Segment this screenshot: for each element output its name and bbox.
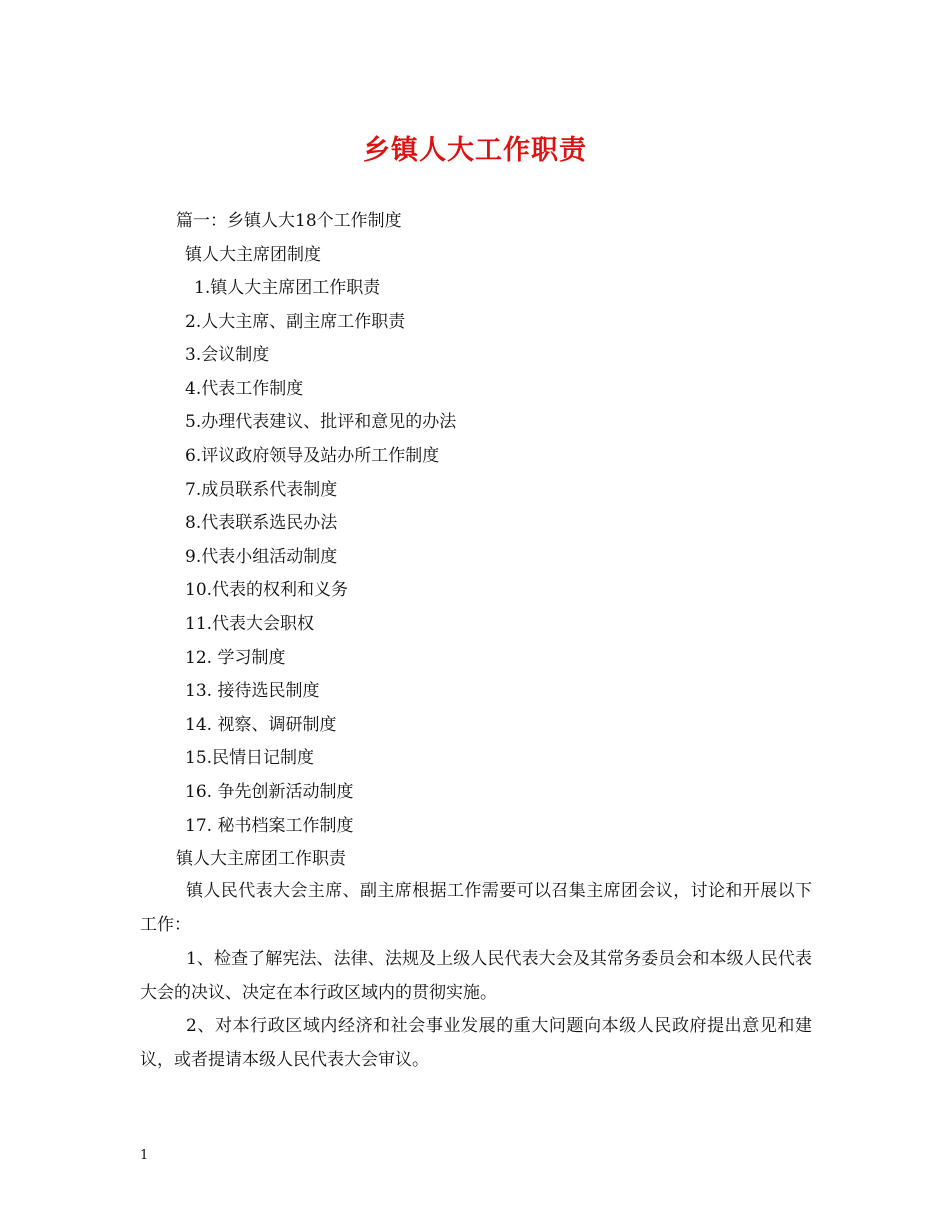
section-heading: 镇人大主席团制度 <box>185 245 321 265</box>
toc-item: 2.人大主席、副主席工作职责 <box>185 312 406 332</box>
toc-item: 6.评议政府领导及站办所工作制度 <box>185 446 440 466</box>
toc-item: 16. 争先创新活动制度 <box>185 782 354 802</box>
intro-line: 篇一：乡镇人大18个工作制度 <box>176 211 402 231</box>
document-title: 乡镇人大工作职责 <box>363 135 587 166</box>
body-paragraph: 2、对本行政区域内经济和社会事业发展的重大问题向本级人民政府提出意见和建议，或者提请本级人民代表大会审议。 <box>140 1016 812 1070</box>
toc-item: 12. 学习制度 <box>185 648 286 668</box>
toc-item: 1.镇人大主席团工作职责 <box>194 278 381 298</box>
section-heading: 镇人大主席团工作职责 <box>176 849 346 869</box>
toc-item: 3.会议制度 <box>185 345 270 365</box>
toc-item: 7.成员联系代表制度 <box>185 480 338 500</box>
toc-item: 8.代表联系选民办法 <box>185 513 338 533</box>
body-paragraph: 1、检查了解宪法、法律、法规及上级人民代表大会及其常务委员会和本级人民代表大会的决议、决定在本行政区域内的贯彻实施。 <box>140 949 812 1003</box>
body-paragraph: 镇人民代表大会主席、副主席根据工作需要可以召集主席团会议，讨论和开展以下工作： <box>140 881 812 935</box>
toc-item: 4.代表工作制度 <box>185 379 304 399</box>
toc-item: 10.代表的权利和义务 <box>185 580 349 600</box>
toc-item: 17. 秘书档案工作制度 <box>185 816 354 836</box>
page-number: 1 <box>140 1148 149 1163</box>
toc-item: 5.办理代表建议、批评和意见的办法 <box>185 412 457 432</box>
toc-item: 14. 视察、调研制度 <box>185 715 337 735</box>
toc-item: 13. 接待选民制度 <box>185 681 320 701</box>
toc-item: 11.代表大会职权 <box>185 614 315 634</box>
toc-item: 15.民情日记制度 <box>185 748 315 768</box>
toc-item: 9.代表小组活动制度 <box>185 547 338 567</box>
